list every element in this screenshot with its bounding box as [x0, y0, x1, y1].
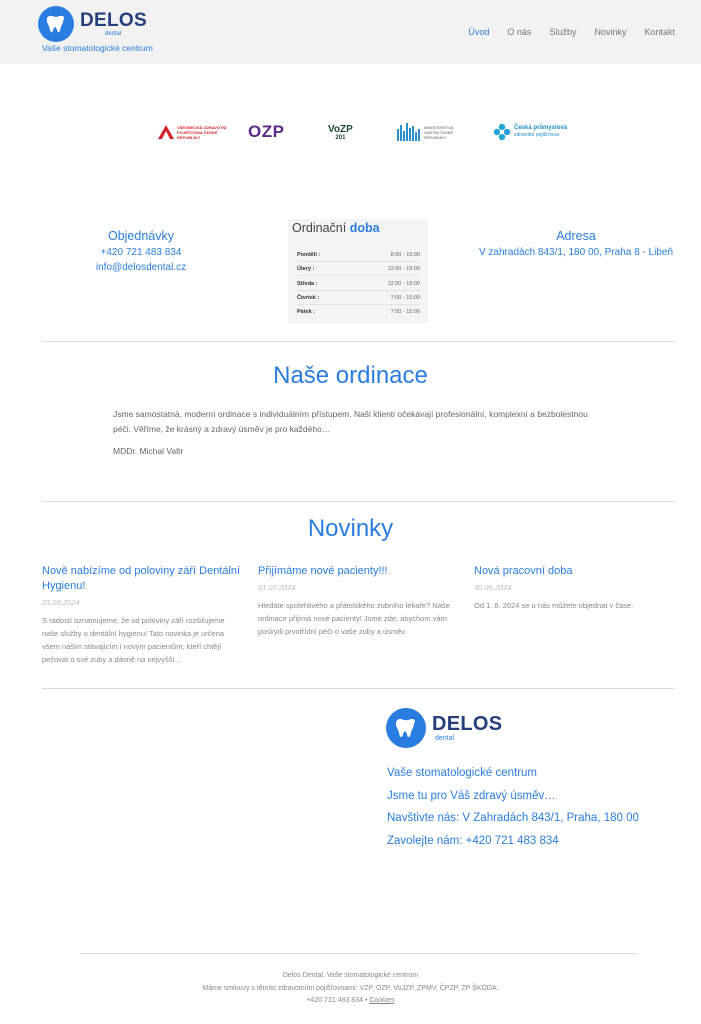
vzp-mark-icon [158, 125, 174, 139]
zpmv-text: MINISTERSTVA VNITRA ČESKÉ REPUBLIKY [424, 124, 454, 140]
divider [42, 501, 675, 502]
brand-sub: dental [105, 31, 122, 37]
footer-brand-name: DELOS [432, 713, 503, 735]
opening-hours [288, 219, 428, 323]
footer-insurance-note: Máme smlouvy s těmito zdravotními pojišťovnami: VZP, OZP, VoJZP, ZPMV, ČPZP, ZP ŠKODA. [202, 985, 499, 992]
divider [80, 953, 638, 954]
zpmv-logo [397, 118, 464, 146]
hours-row: Čtvrtek : 7:00 - 15:00 [297, 291, 420, 305]
address-line[interactable]: V zahradách 843/1, 180 00, Praha 8 - Libeň [478, 247, 674, 258]
news-heading: Novinky [307, 515, 394, 542]
cpzp-text-2: zdravotní pojišťovna [514, 132, 559, 138]
footer-phone: Zavolejte nám: +420 721 483 834 [387, 835, 559, 847]
hours-title: Ordinační doba [292, 221, 380, 235]
news-title[interactable]: Nová pracovní doba [474, 565, 573, 577]
footer-tagline: Vaše stomatologické centrum [387, 767, 537, 779]
nav-o-nas[interactable]: O nás [507, 27, 532, 37]
news-item [258, 564, 458, 638]
footer-copyright: Delos Dental. Vaše stomatologické centrum [282, 972, 419, 979]
tagline: Vaše stomatologické centrum [42, 43, 153, 53]
tooth-icon [38, 6, 74, 42]
zpmv-bars-icon [397, 123, 421, 141]
cpzp-logo [493, 118, 567, 146]
orders-phone[interactable]: +420 721 483 834 [100, 247, 182, 258]
insurer-logos [0, 118, 701, 146]
about-heading: Naše ordinace [273, 362, 428, 389]
ozp-logo [248, 118, 284, 146]
vozp-code: 201 [335, 134, 346, 141]
footer-slogan: Jsme tu pro Váš zdravý úsměv… [387, 790, 556, 802]
address-title: Adresa [556, 229, 596, 243]
vozp-logo [328, 118, 353, 146]
divider [42, 688, 675, 689]
news-title[interactable]: Nově nabízíme od poloviny září Dentální Hygienu! [42, 565, 241, 592]
ozp-text: OZP [248, 122, 285, 141]
footer-contact-line [0, 997, 701, 1004]
about-signature: MDDr. Michal Valtr [113, 446, 184, 456]
nav-sluzby[interactable]: Služby [549, 27, 577, 37]
brand-name: DELOS [80, 10, 147, 31]
tooth-icon [386, 708, 426, 748]
cpzp-text-1: Česká průmyslová [514, 125, 568, 131]
footer-logo[interactable] [386, 708, 502, 748]
site-logo[interactable] [38, 6, 147, 42]
news-excerpt: Hledáte spolehlivého a přátelského zubního lékaře? Naše ordinace přijímá nové pacienty! Jsme zde, abychom vám poskytli prvotřídní péči o vaše zuby a úsměv. [258, 601, 450, 636]
vzp-text: VŠEOBECNÁ ZDRAVOTNÍ POJIŠŤOVNA ČESKÉ REPUBLIKY [177, 124, 227, 140]
orders-block [70, 229, 212, 273]
footer-separator: • [364, 997, 368, 1004]
news-excerpt: Od 1. 8. 2024 se u nás můžete objednat v čase: [474, 601, 634, 610]
news-excerpt: S radostí oznamujeme, že od poloviny září rozšiřujeme naše služby o dentální hygienu! Tato novinka je určena všem našim stávajícím i novým pacientům, kteří chtějí pečovat o své zuby a dásně na nejvyšší… [42, 616, 225, 664]
vozp-main: VoZP [328, 123, 353, 135]
footer-address: Navštivte nás: V Zahradách 843/1, Praha, 180 00 [387, 812, 639, 824]
hours-row: Pátek : 7:00 - 15:00 [297, 309, 420, 315]
news-date: 01.07.2024 [258, 583, 296, 592]
nav-uvod[interactable]: Úvod [468, 27, 490, 37]
about-text: Jsme samostatná, moderní ordinace s individuálním přístupem. Naši klienti očekávají profesionální, komplexní a bezbolestnou péči. Věříme, že krásný a zdravý úsměv je pro každého… [113, 409, 588, 434]
hours-row: Středa : 12:00 - 19:00 [297, 277, 420, 291]
nav-novinky[interactable]: Novinky [594, 27, 627, 37]
news-title[interactable]: Přijímáme nové pacienty!!! [258, 565, 388, 577]
hours-row: Úterý : 12:00 - 19:00 [297, 262, 420, 276]
footer-phone-small[interactable]: +420 721 483 834 [306, 997, 363, 1004]
cookies-link[interactable]: Cookies [369, 997, 395, 1004]
nav-kontakt[interactable]: Kontakt [644, 27, 675, 37]
footer-brand-sub: dental [435, 735, 455, 742]
news-date: 23.09.2024 [42, 598, 80, 607]
news-item [42, 564, 242, 666]
hours-row: Pondělí : 8:00 - 15:00 [297, 248, 420, 262]
main-nav [450, 27, 675, 37]
news-item [474, 564, 674, 612]
orders-title: Objednávky [107, 229, 174, 243]
site-header [0, 0, 701, 64]
orders-email[interactable]: info@delosdental.cz [95, 262, 187, 273]
news-date: 30.06.2024 [474, 583, 512, 592]
divider [42, 341, 675, 342]
address-block [462, 229, 690, 258]
cpzp-flower-icon [493, 123, 511, 141]
vzp-logo [158, 118, 227, 146]
